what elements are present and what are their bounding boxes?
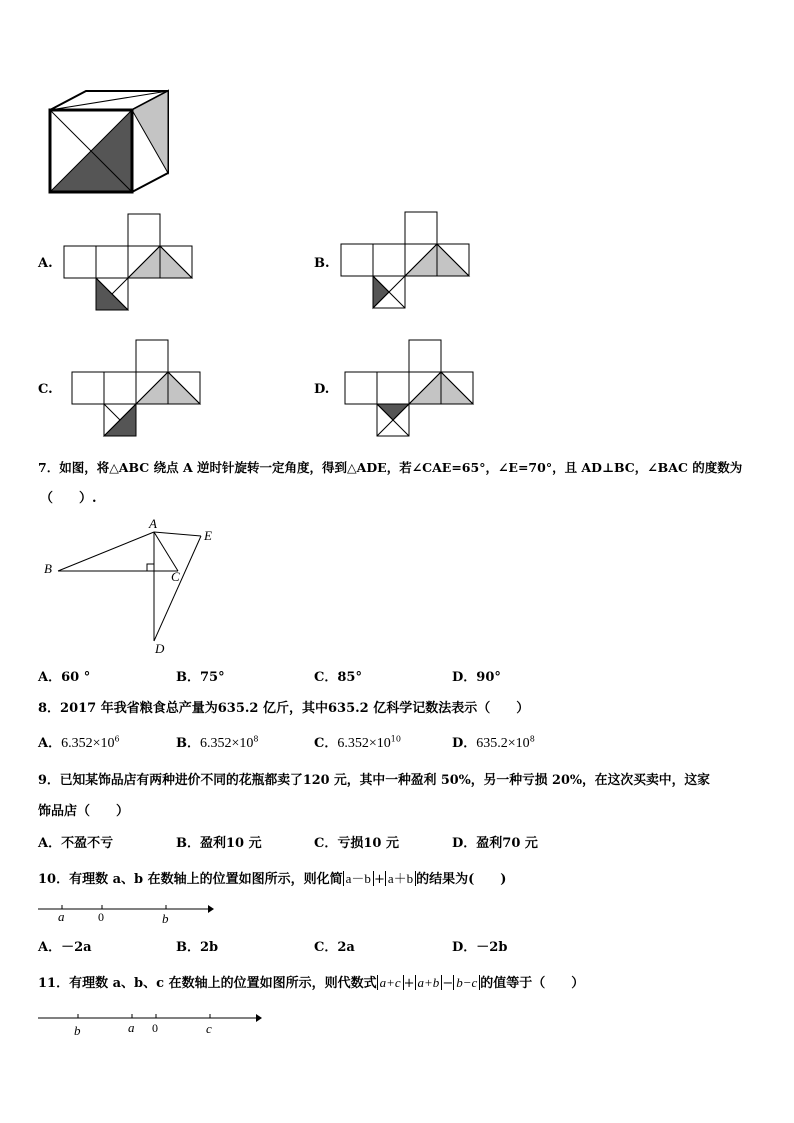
q11-abs-a-plus-c: a+c	[377, 975, 404, 990]
q11-stem-post: 的值等于（ ）	[480, 976, 585, 991]
q8-option-d-letter: D．	[452, 736, 477, 751]
axis-label-zero: 0	[152, 1021, 158, 1035]
q10-stem	[38, 868, 506, 887]
axis-label-b: b	[162, 911, 169, 926]
point-label-c: C	[171, 569, 180, 584]
axis-label-a: a	[128, 1020, 135, 1035]
q9-stem-line2: 饰品店（ ）	[38, 804, 130, 819]
q11-plus: +	[403, 976, 415, 991]
q11-minus: −	[442, 976, 454, 991]
q8-option-b-exp: 8	[253, 734, 259, 744]
q10-option-c[interactable]: C．2a	[314, 940, 355, 955]
q9-option-a[interactable]: A．不盈不亏	[38, 836, 114, 851]
q10-abs-a-minus-b: a－b	[343, 871, 374, 886]
q6-option-c-label[interactable]: C.	[38, 382, 53, 397]
q8-option-a[interactable]	[38, 732, 120, 752]
q11-abs-b-minus-c: b−c	[453, 975, 480, 990]
point-label-a: A	[149, 516, 157, 531]
q6-option-d-net[interactable]	[344, 339, 478, 439]
q8-option-c[interactable]	[314, 732, 401, 752]
point-label-e: E	[204, 528, 212, 543]
axis-label-a: a	[58, 909, 65, 924]
q8-stem: 8．2017 年我省粮食总产量为635.2 亿斤，其中635.2 亿科学记数法表示（ ）	[38, 701, 530, 716]
q8-option-a-exp: 6	[114, 734, 120, 744]
q9-option-c[interactable]: C．亏损10 元	[314, 836, 399, 851]
q7-option-c[interactable]: C．85°	[314, 670, 362, 685]
q8-option-b-mantissa: 6.352×10	[200, 736, 254, 751]
point-label-d: D	[155, 641, 165, 656]
q8-option-d[interactable]	[452, 732, 535, 752]
q6-option-c-net[interactable]	[71, 339, 205, 439]
q10-stem-post: 的结果为( )	[416, 872, 507, 887]
q10-abs-a-plus-b: a＋b	[385, 871, 416, 886]
q10-option-d[interactable]: D．－2b	[452, 940, 508, 955]
q7-stem-line2: （ ）.	[40, 491, 97, 506]
q6-option-a-net[interactable]	[63, 213, 197, 313]
q11-stem	[38, 972, 584, 991]
q8-option-c-mantissa: 6.352×10	[337, 736, 391, 751]
q9-option-b[interactable]: B．盈利10 元	[176, 836, 262, 851]
q6-option-b-label[interactable]: B.	[314, 256, 330, 271]
q7-triangle-figure	[40, 515, 230, 657]
axis-label-c: c	[206, 1021, 212, 1036]
axis-label-zero: 0	[98, 910, 104, 924]
q9-option-d[interactable]: D．盈利70 元	[452, 836, 538, 851]
q7-stem-line1: 7．如图，将△ABC 绕点 A 逆时针旋转一定角度，得到△ADE，若∠CAE=65°，∠E=70°，且 AD⊥BC，∠BAC 的度数为	[38, 460, 743, 475]
q8-option-c-letter: C．	[314, 736, 338, 751]
q6-option-d-label[interactable]: D.	[314, 382, 330, 397]
q8-option-b-letter: B．	[176, 736, 200, 751]
q10-plus: +	[373, 872, 385, 887]
point-label-b: B	[44, 561, 52, 576]
q7-option-b[interactable]: B．75°	[176, 670, 225, 685]
q8-option-a-mantissa: 6.352×10	[61, 736, 115, 751]
q11-stem-pre: 11．有理数 a、b、c 在数轴上的位置如图所示，则代数式	[38, 976, 377, 991]
q10-number-line	[36, 898, 216, 928]
q8-option-a-letter: A．	[38, 736, 62, 751]
q10-option-a[interactable]: A．－2a	[38, 940, 92, 955]
q6-option-b-net[interactable]	[340, 211, 474, 311]
axis-label-b: b	[74, 1023, 81, 1038]
q10-option-b[interactable]: B．2b	[176, 940, 219, 955]
q8-option-d-mantissa: 635.2×10	[476, 736, 530, 751]
q11-abs-a-plus-b: a+b	[415, 975, 443, 990]
q9-stem-line1: 9．已知某饰品店有两种进价不同的花瓶都卖了120 元，其中一种盈利 50%，另一种亏损 20%，在这次买卖中，这家	[38, 773, 710, 788]
q8-option-d-exp: 8	[529, 734, 535, 744]
q7-option-a[interactable]: A．60 °	[38, 670, 91, 685]
cube-figure	[44, 88, 174, 196]
q10-stem-pre: 10．有理数 a、b 在数轴上的位置如图所示，则化简	[38, 872, 343, 887]
q6-option-a-label[interactable]: A.	[38, 256, 53, 271]
q7-option-d[interactable]: D．90°	[452, 670, 501, 685]
q11-number-line	[36, 1008, 266, 1040]
q8-option-b[interactable]	[176, 732, 259, 752]
q8-option-c-exp: 10	[390, 734, 401, 744]
